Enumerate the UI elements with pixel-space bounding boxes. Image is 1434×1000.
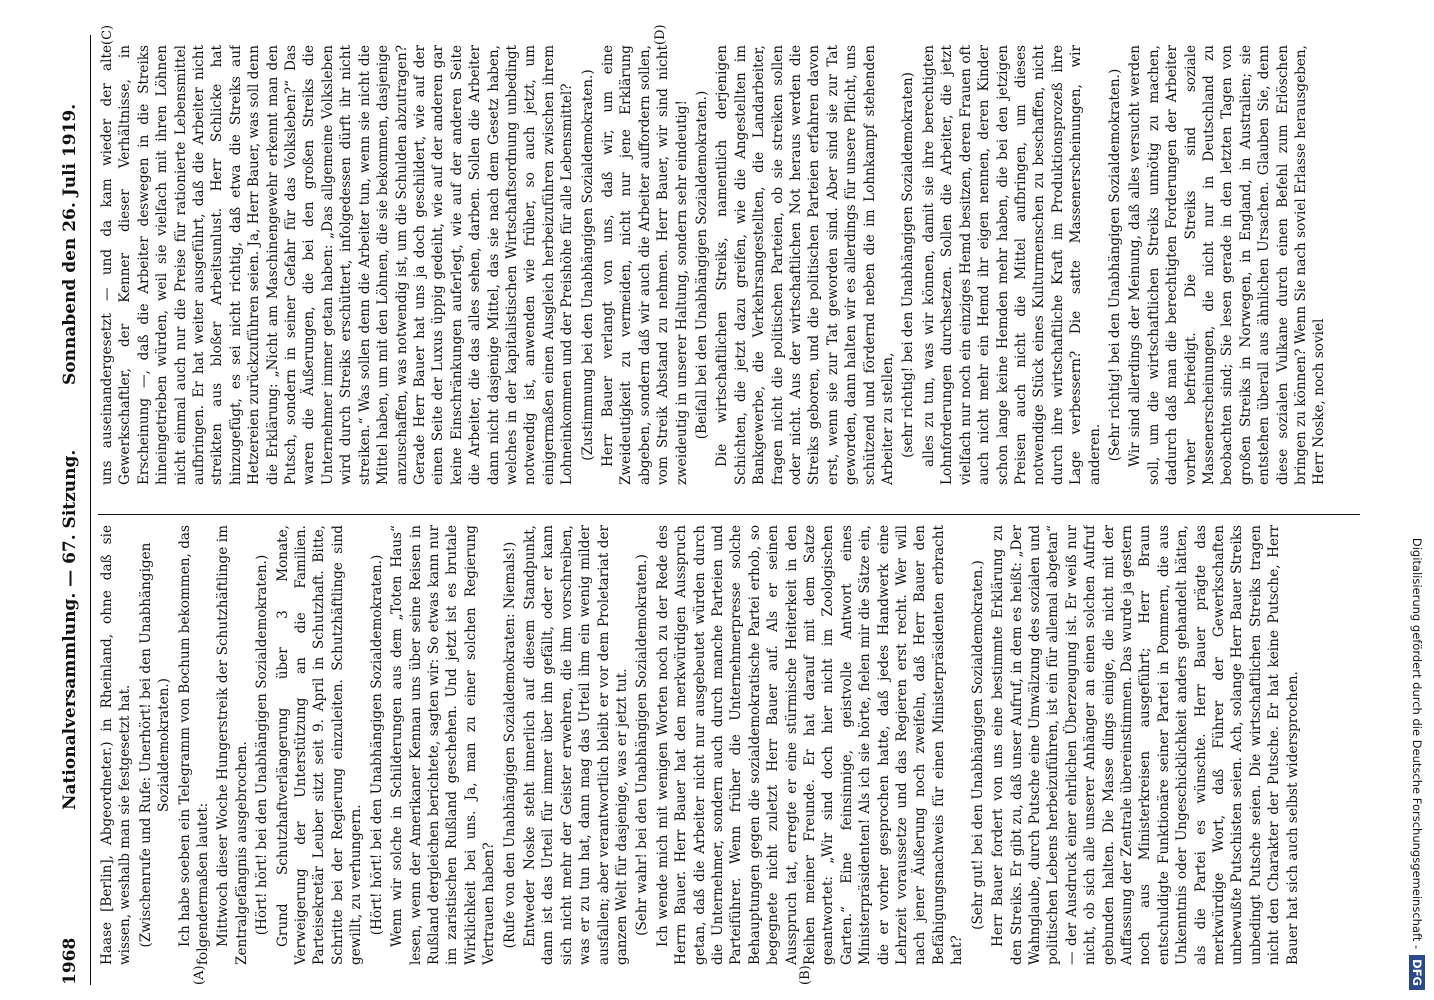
telegram-quote: Mittwoch dieser Woche Hungerstreik der Schutzhäftlinge im Zentralgefängnis ausgebrochen. xyxy=(215,525,250,965)
paragraph: Ich habe soeben ein Telegramm von Bochum bekommen, das folgendermaßen lautet: xyxy=(176,525,212,965)
margin-marker-b: (B) xyxy=(798,965,813,985)
page-number: 1968 xyxy=(60,937,80,985)
interjection: (Rufe von den Unabhängigen Sozialdemokraten: Niemals!) xyxy=(501,541,518,949)
paragraph: Die wirtschaftlichen Streiks, namentlich derjenigen Schichten, die jetzt dazu greifen, wie die Angestellten im Bankgewerbe, die Verkehrsangestellten, die Landarbeiter, fragen nicht die politischen Parteien, ob sie streiken sollen oder nicht. Aus der wirtschaftlichen Not heraus werden die Streiks geboren, und die politischen Parteien erfahren davon erst, wenn sie zur Tat geworden sind. Aber sind sie zur Tat geworden, dann halten wir es allerdings für unsere Pflicht, uns schützend und fördernd neben die im Lohnkampf stehenden Arbeiter zu stellen, xyxy=(714,45,897,485)
paragraph: Entweder Noske steht innerlich auf diesem Standpunkt, dann ist das Urteil für immer über ihn gefällt, oder er kann sich nicht mehr der Geister erwehren, die ihm vorschreiben, was er zu tun hat, dann mag das Urteil ihm ein wenig milder ausfallen; aber verantwortlich bleibt er vor dem Proletariat der ganzen Welt für dasjenige, was er jetzt tut. xyxy=(521,525,630,965)
paragraph: Wenn wir solche in Schilderungen aus dem „Toten Haus“ lesen, wenn der Amerikaner Kennan uns über seine Reisen in Rußland dergleichen berichtete, sagten wir: So etwas kann nur im zaristischen Rußland geschehen. Und jetzt ist es brutale Wirklichkeit bei uns. Ja, man zu einer solchen Regierung Vertrauen haben? xyxy=(389,525,498,965)
paragraph: Herr Bauer fordert von uns eine bestimmte Erklärung zu den Streiks. Er gibt zu, daß unser Aufruf, in dem es heißt: „Der Wahnglaube, durch Putsche eine Umwälzung des sozialen und politischen Lebens herbeizuführen, ist ein für allemal abgetan“ — der Ausdruck einer ehrlichen Überzeugung ist. Er weiß nur nicht, ob sich alle unserer Anhänger an einen solchen Aufruf gebunden halten. Die Masse dings einige, die nicht mit der Auffassung der Zentrale übereinstimmen. Das wurde ja gestern noch aus Ministerkreisen ausgeführt; Herr Braun entschuldigte Funktionäre seiner Partei in Pommern, die aus Unkenntnis oder Ungeschicklichkeit anders gehandelt hätten, als die Partei es wünschte. Herr Bauer prägte das merkwürdige Wort, daß Führer der Gewerkschaften unbewußte Putschisten seien. Ach, solange Herr Bauer Streiks unbedingt Putsche seien. Die wirtschaftlichen Streiks tragen nicht den Charakter der Putsche. Er hat keine Putsche, Herr Bauer hat sich auch selbst widersprochen. xyxy=(990,525,1301,965)
digitization-credit xyxy=(1400,10,1434,990)
interjection: (Sehr wahr! bei den Unabhängigen Sozialdemokraten.) xyxy=(634,554,651,936)
column-divider xyxy=(98,514,1360,515)
interjection: (sehr richtig! bei den Unabhängigen Sozialdemokraten) xyxy=(900,72,917,458)
interjection: (Zwischenrufe und Rufe: Unerhört! bei den Unabhängigen Sozialdemokraten.) xyxy=(137,542,173,948)
right-column xyxy=(98,45,1360,485)
page-header xyxy=(50,35,91,985)
interjection: (Beifall bei den Unabhängigen Sozialdemokraten.) xyxy=(694,90,710,440)
text-columns xyxy=(98,24,1360,985)
margin-marker-a: (A) xyxy=(192,965,207,985)
paragraph: alles zu tun, was wir können, damit sie ihre berechtigten Lohnforderungen durchsetzen. Sollen die Arbeiter, die jetzt vielfach nur noch ein einziges Hemd besitzen, deren Frauen oft auch nicht mehr ein Hemd ihr eigen nennen, deren Kinder schon lange keine Hemden mehr haben, die bei den jetzigen Preisen auch nicht die Mittel aufbringen, um dieses notwendige Stück eines Kulturmenschen zu beschaffen, nicht durch ihre wirtschaftliche Kraft im Produktionsprozeß ihre Lage verbessern? Die satte Massenerscheinungen, wir anderen. xyxy=(920,45,1103,485)
paragraph: Wir sind allerdings der Meinung, daß alles versucht werden soll, um die wirtschaftlichen Streiks unnötig zu machen, dadurch daß man die berechtigten Forderungen der Arbeiter vorher befriedigt. Die Streiks sind soziale Massenerscheinungen, die nicht nur in Deutschland zu beobachten sind; Sie lesen gerade in den letzten Tagen von großen Streiks in Norwegen, in England, in Australien; sie entstehen überall aus ähnlichen Ursachen. Glauben Sie, denn diese sozialen Vulkane durch einen Befehl zum Erlöschen bringen zu können? Wenn Sie nach soviel Erlasse herausgeben, Herr Noske, noch soviel xyxy=(1127,45,1328,485)
interjection: (Hört! hört! bei den Unabhängigen Sozialdemokraten.) xyxy=(368,554,385,936)
interjection: (Zustimmung bei den Unabhängigen Sozialdemokraten.) xyxy=(579,69,596,461)
session-date: Sonnabend den 26. Juli 1919. xyxy=(60,103,80,385)
paragraph: Herr Bauer verlangt von uns, daß wir, um eine Zweideutigkeit zu vermeiden, nicht nur jene Erklärung abgeben, sondern daß wir auch die Arbeiter auffordern sollen, vom Streik Abstand zu nehmen. Herr Bauer, wir sind nicht zweideutig in unserer Haltung, sondern sehr eindeutig! xyxy=(599,45,690,485)
interjection: (Hört! hört! bei den Unabhängigen Sozialdemokraten.) xyxy=(254,554,271,936)
margin-marker-c: (C) xyxy=(100,24,115,45)
interjection: (Sehr gut! bei den Unabhängigen Sozialdemokraten.) xyxy=(969,560,986,930)
scanned-page xyxy=(50,24,1360,985)
credit-text: Digitalisierung gefördert durch die Deutsche Forschungsgemeinschaft - xyxy=(1410,537,1424,950)
dfg-logo: DFG xyxy=(1409,955,1425,990)
left-column xyxy=(98,525,1360,965)
interjection: (Sehr richtig! bei den Unabhängigen Sozialdemokraten.) xyxy=(1106,68,1123,462)
paragraph: uns auseinandergesetzt — und da kam wieder der alte Gewerkschaftler, der Kenner dieser Verhältnisse, in Erscheinung —, daß die Arbeiter deswegen in die Streiks hineingetrieben würden, weil sie vielfach mit ihren Löhnen nicht einmal auch nur die Preise für rationierte Lebensmittel aufbringen. Er hat weiter ausgeführt, daß die Arbeiter nicht streikten aus bloßer Arbeitsunlust. Herr Schlicke hat hinzugefügt, es sei nicht richtig, daß etwa die Streiks auf Hetzereien zurückzuführen seien. Ja, Herr Bauer, was soll denn die Erklärung: „Nicht am Maschinengewehr erkennt man den Putsch, sondern in seiner Gefahr für das Volksleben?“ Das waren die Äußerungen, die bei den großen Streiks die Unternehmer immer getan haben: „Das allgemeine Volksleben wird durch Streiks erschüttert, infolgedessen dürft ihr nicht streiken.“ Was sollen denn die Arbeiter tun, wenn sie nicht die Mittel haben, um mit den Löhnen, die sie bekommen, dasjenige anzuschaffen, was notwendig ist, um die Schulden abzutragen? Gerade Herr Bauer hat uns ja doch geschildert, wie auf der einen Seite der Luxus üppig gedeiht, wie auf der anderen gar keine Einschränkungen auferlegt, wie auf der anderen Seite die Arbeiter, die das alles sehen, darben. Sollen die Arbeiter dann nicht dasjenige Mittel, das sie nach dem Gesetz haben, welches in der kapitalistischen Wirtschaftsordnung unbedingt notwendig ist, anwenden wie früher, so auch jetzt, um einigermaßen einen Ausgleich herbeizuführen zwischen ihrem Lohneinkommen und der Preishöhe für alle Lebensmittel? xyxy=(99,45,576,485)
margin-marker-d: (D) xyxy=(653,24,668,45)
running-title: Nationalversammlung. — 67. Sitzung. xyxy=(60,449,80,810)
telegram-quote: Grund Schutzhaftverlängerung über 3 Monate, Verweigerung der Unterstützung an die Familien. Parteisekretär Leuber sitzt seit 9. April in Schutzhaft. Bitte, Schritte bei der Regierung einzuleiten. Schutzhäftlinge sind gewillt, zu verhungern. xyxy=(274,525,365,965)
paragraph: Haase [Berlin], Abgeordneter.) in Rheinland, ohne daß sie wissen, weshalb man sie festgesetzt hat. xyxy=(99,525,134,965)
paragraph: Ich wende mich mit wenigen Worten noch zu der Rede des Herrn Bauer. Herr Bauer hat den merkwürdigen Ausspruch getan, daß die Arbeiter nicht nur ausgebeutet würden durch die Unternehmer, sondern auch durch manche Parteien und Parteiführer. Wenn früher die Unternehmerpresse solche Behauptungen gegen die sozialdemokratische Partei erhob, so begegnete nicht zuletzt Herr Bauer auf. Als er seinen Ausspruch tat, erregte er eine stürmische Heiterkeit in den Reihen meiner Freunde. Er hat darauf mit dem Satze geantwortet: „Wir sind doch hier nicht im Zoologischen Garten.“ Eine feinsinnige, geistvolle Antwort eines Ministerpräsidenten! Als ich sie hörte, fielen mir die Sätze ein, die er vorher gesprochen hatte, daß jedes Handwerk eine Lehrzeit voraussetze und das Regieren erst recht. Wer will nach jener Äußerung noch zweifeln, daß Herr Bauer den Befähigungsnachweis für einen Ministerpräsidenten erbracht hat? xyxy=(654,525,966,965)
